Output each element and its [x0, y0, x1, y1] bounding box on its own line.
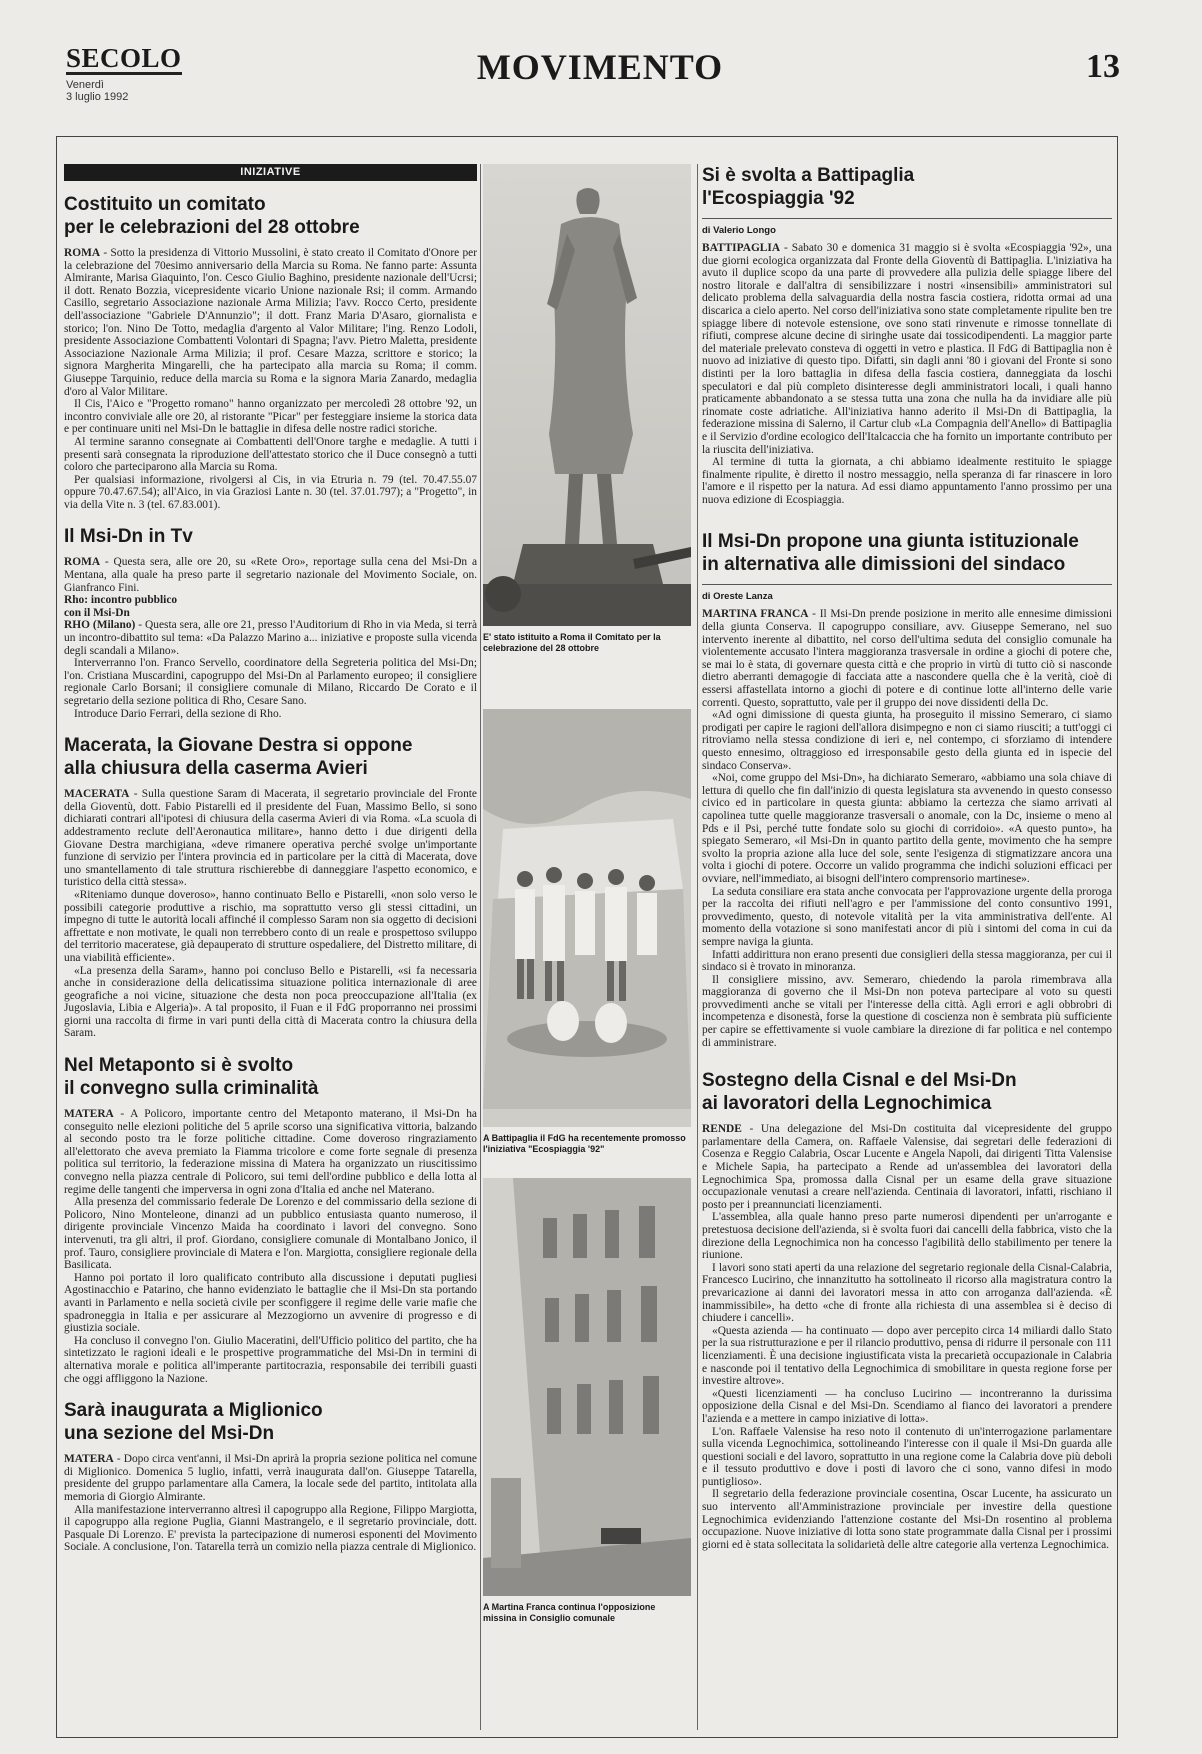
paragraph: Alla presenza del commissario federale De Lorenzo e del commissario della sezione di Policoro, Nino Monteleone, dinanzi ad un pubblico entusiasta quanto numeroso, il dirigente provinciale Vincenzo Maida ha coordinato i lavori del convegno. Sono intervenuti, tra gli altri, il prof. Giordano, consigliere comunale di Montalbano Jonico, il prof. Tauro, consigliere provinciale di Matera e l'on. Margiotta, consigliere regionale della Basilicata. — [64, 1196, 477, 1272]
paragraph: MATERA - Dopo circa vent'anni, il Msi-Dn aprirà la propria sezione politica nel comune di Miglionico. Domenica 5 luglio, infatti, verrà inaugurata dall'on. Giuseppe Tatarella, presidente del gruppo parlamentare alla Camera, la locale sede del partito, intitolata alla memoria di Giorgio Almirante. — [64, 1453, 477, 1503]
byline: di Valerio Longo — [702, 225, 776, 236]
article-body — [64, 556, 477, 720]
section-title: MOVIMENTO — [476, 47, 724, 87]
paragraph: «Questi licenziamenti — ha concluso Lucirino — incontreranno la durissima opposizione della Cisnal e del Msi-Dn. Scendiamo al fianco dei lavoratori a prendere l'azienda e a mettere in campo iniziative di lotta». — [702, 1387, 1112, 1425]
article-legnochimica — [702, 1069, 1112, 1551]
paragraph: «Ad ogni dimissione di questa giunta, ha proseguito il missino Semeraro, ci siamo prodigati per capire le ragioni dell'allora disimpegno e non ci siamo riusciti; a tutt'oggi ci ritroviamo nella stessa condizione di ieri e, nel contempo, ci sforziamo di intendere questo ennesimo, oltraggioso ed irresponsabile gesto della giunta ed in ispecie del sindaco Conserva». — [702, 709, 1112, 772]
paragraph: Alla manifestazione interverranno altresì il capogruppo alla Regione, Filippo Margiotta, il capogruppo alla regione Puglia, Gianni Mastrangelo, e il segretario provinciale, dott. Pasquale Di Lorenzo. E' prevista la partecipazione di numerosi esponenti del Movimento Sociale. A conclusione, l'on. Tatarella terrà un comizio nella piazza centrale di Miglionico. — [64, 1503, 477, 1554]
article-headline: Il Msi-Dn propone una giunta istituzionale in alternativa alle dimissioni del sindaco — [702, 531, 1079, 576]
paragraph: RHO (Milano) - Questa sera, alle ore 21, presso l'Auditorium di Rho in via Meda, si terrà un incontro-dibattito sul tema: «Da Palazzo Marino a... iniziative e proposte sulla vicenda degli scandali a Milano». — [64, 619, 477, 657]
ecospiaggia-illustration — [483, 709, 691, 1127]
paragraph: MATERA - A Policoro, importante centro del Metaponto materano, il Msi-Dn ha conseguito nelle elezioni politiche del 5 aprile scorso una significativa vittoria, balzando al secondo posto tra le forze politiche cittadine. Come doveroso ringraziamento all'elettorato che aveva premiato la Fiamma tricolore e come forte segnale di presenza politica sul territorio, la federazione missina di Matera ha organizzato un riuscitissimo convegno nella piazza centrale di Policoro, sui temi dell'ordine pubblico e della lotta al regime delle tangenti che imperversa in ogni zona d'Italia ed anche nel Materano. — [64, 1108, 477, 1196]
issue-weekday: Venerdì — [66, 79, 104, 91]
photo-block — [483, 709, 691, 1154]
newspaper-logo: SECOLO — [66, 43, 182, 73]
paragraph: Introduce Dario Ferrari, della sezione di Rho. — [74, 707, 282, 720]
group-photo — [483, 709, 691, 1127]
photo-caption: A Battipaglia il FdG ha recentemente promosso l'iniziativa "Ecospiaggia '92" — [483, 1133, 686, 1154]
article-headline: Nel Metaponto si è svolto il convegno sulla criminalità — [64, 1055, 319, 1100]
statue-photo — [483, 164, 691, 626]
paragraph: «Riteniamo dunque doveroso», hanno continuato Bello e Pistarelli, «non solo verso le possibili categorie produttive a rischio, ma soprattutto verso gli stessi cittadini, un impegno di tutte le autorità locali affinché il complesso Saram non sia oggetto di decisioni affrettate e non motivate, le quali non terrebbero conto di un reale e prospettoso sviluppo del territorio maceratese, già depauperato di strutture ospedaliere, del Distretto militare, di una viabilità efficiente». — [64, 888, 477, 964]
building-photo — [483, 1178, 691, 1596]
paragraph: L'assemblea, alla quale hanno preso parte numerosi dipendenti per un'arrogante e pretestuosa decisione dell'azienda, si è svolta fuori dai cancelli della fabbrica, visto che la direzione della Legnochimica non ha concesso l'agibilità dello stabilimento per tenere la riunione. — [702, 1211, 1112, 1262]
article-body — [702, 242, 1112, 506]
article-metaponto — [64, 1054, 477, 1385]
paragraph: Il consigliere missino, avv. Semeraro, chiedendo la parola rimembrava alla maggioranza di governo che il Msi-Dn non poteva partecipare al voto su questi provvedimenti anche se vitali per l'interesse della città. Agli errori e agli obbrobri di incompetenza e disonestà, forse la questione di coscienza non è sembrata più sufficiente per capire se effettivamente si vuole cambiare la direzione di far politica e nel contempo di amministrare. — [702, 973, 1112, 1049]
paragraph: ROMA - Sotto la presidenza di Vittorio Mussolini, è stato creato il Comitato d'Onore per la celebrazione del 70esimo anniversario della Marcia su Roma. Ne fanno parte: Assunta Almirante, Marisa Giaquinto, l'on. Cesco Giulio Baghino, presidente nazionale dell'Ucrsi; il dott. Renato Bozzia, vicepresidente vicario Unione nazionale Rsi; il comm. Armando Casillo, segretario Associazione nazionale Arma Milizia; l'avv. Rocco Certo, presidente dell'associazione "Gabriele D'Annunzio"; il dott. Franz Maria D'Asaro, giornalista e storico; l'on. Nino De Totto, medaglia d'argento al Valor Militare; l'ing. Renzo Lodoli, presidente Associazione Combattenti Volontari di Spagna; l'avv. Pietro Maletta, presidente Associazione Nazionale Arma Milizia; il prof. Cesare Mazza, scrittore e storico; la signora Margherita Mingarelli, che ha partecipato alla marcia su Roma; il comm. Giuseppe Tarquinio, reduce della marcia su Roma e la signora Maria Zanardo, medaglia d'oro al Valor Militare. — [64, 247, 477, 398]
paragraph: MARTINA FRANCA - Il Msi-Dn prende posizione in merito alle ennesime dimissioni della giunta Conserva. Il capogruppo consiliare, avv. Giuseppe Semerano, nel suo intervento inerente al dibattito, nel corso dell'ultima seduta del consiglio comunale ha violentemente accusato l'intera maggioranza trasversale in ordine a giochi di potere che, se mai lo è stata, di governare questa città e che proprio in virtù di tutto ciò si nasconde dietro aberranti demagogie di facciata atte a nascondere quella che è la verità, cioè di essersi affastellata intorno a giochi di potere e di continue lotte all'interno delle varie correnti. Questo, soprattutto, vale per il gruppo dei nove dissidenti della Dc. — [702, 608, 1112, 709]
paragraph: Ha concluso il convegno l'on. Giulio Maceratini, dell'Ufficio politico del partito, che ha sintetizzato le ragioni ideali e le prospettive programmatiche del Msi-Dn in termini di alternativa morale e politica all'imperante partitocrazia, responsabile dei terribili guasti che oggi affliggono la Nazione. — [64, 1334, 477, 1385]
paragraph: ROMA - Questa sera, alle ore 20, su «Rete Oro», reportage sulla cena del Msi-Dn a Mentana, alla quale ha preso parte il segretario nazionale del Movimento Sociale, on. Gianfranco Fini. — [64, 556, 477, 594]
issue-day: 3 luglio 1992 — [66, 91, 129, 103]
article-headline: Si è svolta a Battipaglia l'Ecospiaggia '92 — [702, 165, 915, 209]
article-body — [64, 1453, 477, 1554]
paragraph: RENDE - Una delegazione del Msi-Dn costituita dal vicepresidente del gruppo parlamentare della Camera, on. Raffaele Valensise, dai segretari delle federazioni di Cosenza e Reggio Calabria, Oscar Lucente e Angela Napoli, dai dirigenti Titta Valensise e Michele Sapia, ha partecipato a Rende ad un'assemblea dei lavoratori della Legnochimica Spa, promossa dalla Cisnal per un esame della grave situazione occupazionale venutasi a creare nell'azienda. Centinaia di lavoratori, infatti, rischiano il posto per i preannunciati licenziamenti. — [702, 1123, 1112, 1211]
paragraph: Al termine di tutta la giornata, a chi abbiamo idealmente restituito le spiagge finalmente ripulite, è diretto il nostro messaggio, nella speranza di far rinascere in loro l'amore e il rispetto per la natura. Ad essi diamo appuntamento l'anno prossimo per una nuova edizione di Ecospiaggia. — [702, 456, 1112, 506]
paragraph: Hanno poi portato il loro qualificato contributo alla discussione i deputati pugliesi Agostinacchio e Patarino, che hanno evidenziato le battaglie che il Msi-Dn sta portando avanti in Parlamento e nella società civile per sconfiggere il regime delle varie mafie che spadroneggia in Italia e per assicurare al Mezzogiorno un avvenire di progresso e di giustizia sociale. — [64, 1271, 477, 1335]
left-column — [64, 164, 477, 1734]
article-headline: Sostegno della Cisnal e del Msi-Dn ai lavoratori della Legnochimica — [702, 1070, 1017, 1115]
article-miglionico — [64, 1399, 477, 1554]
paragraph: Interverranno l'on. Franco Servello, coordinatore della Segreteria politica del Msi-Dn; l'on. Cristiana Muscardini, capogruppo del Msi-Dn al Parlamento europeo; il consigliere regionale Carlo Borsani; il consigliere comunale di Milano, Riccardo De Corato e il segretario della sezione politica di Rho, Cesare Sano. — [64, 657, 477, 707]
headline-rule — [702, 584, 1112, 585]
subheading: con il Msi-Dn — [64, 606, 130, 619]
headline-rule — [702, 218, 1112, 219]
article-headline: Macerata, la Giovane Destra si oppone alla chiusura della caserma Avieri — [64, 735, 413, 780]
photo-block — [483, 1178, 691, 1623]
article-comitato — [64, 193, 477, 511]
photo-column — [483, 164, 691, 1734]
photo-block — [483, 164, 691, 653]
paragraph: La seduta consiliare era stata anche convocata per l'approvazione urgente della proroga per la raccolta dei rifiuti nell'agro e per l'ammissione del conto consuntivo 1991, provvedimento, questo, di notevole vitalità per la vita amministrativa dell'ente. Al momento della votazione si sono manifestati ancor di più i sintomi del coma in cui da sempre naviga la giunta. — [702, 885, 1112, 948]
column-divider — [480, 164, 481, 1730]
paragraph: «La presenza della Saram», hanno poi concluso Bello e Pistarelli, «si fa necessaria anche in considerazione della delicatissima situazione politica internazionale di aree geografiche a noi vicine, situazione che desta non poca preoccupazione all'Italia (ex Jugoslavia, Libia e Algeria)». A tal proposito, il Fuan e il FdG proporranno nei prossimi giorni una raccolta di firme in vari punti della città di Macerata contro la chiusura della Saram. — [64, 964, 477, 1040]
right-column — [702, 164, 1112, 1734]
paragraph: «Noi, come gruppo del Msi-Dn», ha dichiarato Semeraro, «abbiamo una sola chiave di lettura di quello che fin dall'inizio di questa legislatura sta avvenendo in questo consesso civico ed in particolare in questa giunta: abbiamo la certezza che siamo arrivati al capolinea tutte quelle maggioranze trasversali o anomale, con la Dc, insieme o meno al Pds e il Psi, perché tutte fondate solo su giochi di corridoio». «A questo punto», ha spiegato Semeraro, «il Msi-Dn in quanto partito della gente, movimento che ha sempre svolto la propria azione alla luce del sole, sente l'esigenza di stigmatizzare ancora una volta i giochi di potere. Occorre un valido programma che indichi soluzioni efficaci per ovviare, nell'immediato, ai bisogni dell'intero comprensorio martinese». — [702, 772, 1112, 885]
masthead-brand — [66, 43, 182, 103]
article-body — [64, 788, 477, 1040]
column-divider — [697, 164, 698, 1730]
paragraph: BATTIPAGLIA - Sabato 30 e domenica 31 maggio si è svolta «Ecospiaggia '92», una due giorni ecologica organizzata dal Fronte della Gioventù di Battipaglia. L'iniziativa ha avuto il duplice scopo da una parte di provvedere alla pulizia delle spiagge libere del nostro litorale e dall'altra di sensibilizzare i nostri «insensibili» amministratori sul delicato problema della salvaguardia della nostra fascia costiera, ridotta ormai ad una discarica a cielo aperto. Nel corso dell'iniziativa sono state completamente ripulite ben tre spiagge libere di notevole estensione, ove sono stati rinvenute e rimosse tonnellate di rifiuti, comprese alcune decine di siringhe usate dai tossicodipendenti. La maggior parte del materiale prelevato consteva di oggetti in vetro e plastica. Il FdG di Battipaglia non è nuovo ad iniziative di questo tipo. Difatti, sin dagli anni '80 i giovani del Fronte si sono distinti per la loro battaglia in difesa della fascia costiera, danneggiata da loschi speculatori e dal più completo disinteresse degli amministratori locali, i quali hanno praticamente abbandonato a se stessa tutta una zona che nulla ha da invidiare alle più rinomate coste adriatiche. All'iniziativa hanno aderito il Msi-Dn di Battipaglia, la federazione missina di Salerno, il Cartur club «La Compagnia dell'Anello» di Battipaglia e il Servizio d'ordine ecologico dell'Italcaccia che ha fornito un importante contributo per la riuscita dell'iniziativa. — [702, 242, 1112, 456]
statue-illustration — [483, 164, 691, 626]
article-headline: Il Msi-Dn in Tv — [64, 526, 193, 548]
paragraph: L'on. Raffaele Valensise ha reso noto il contenuto di un'interrogazione parlamentare sulla vicenda Legnochimica, sottolineando l'interesse con il quale il Msi-Dn guarda alle questioni sociali e del lavoro, soprattutto in una regione come la Calabria dove più deboli e il tessuto produttivo e dove i posti di lavoro che ci sono, vanno difesi in modo puntiglioso». — [702, 1425, 1112, 1488]
article-martina-franca — [702, 530, 1112, 1049]
article-msi-tv — [64, 525, 477, 720]
paragraph: Il Cis, l'Aico e "Progetto romano" hanno organizzato per mercoledì 28 ottobre '92, un incontro conviviale alle ore 20, al ristorante "Picar" per festeggiare insieme la storica data e per continuare uniti nel Msi-Dn le battaglie in difesa delle nostre radici storiche. — [64, 398, 477, 436]
byline: di Oreste Lanza — [702, 591, 773, 603]
photo-caption: E' stato istituito a Roma il Comitato per la celebrazione del 28 ottobre — [483, 632, 661, 653]
photo-caption: A Martina Franca continua l'opposizione missina in Consiglio comunale — [483, 1602, 656, 1623]
article-body — [702, 1123, 1112, 1551]
issue-date — [66, 79, 176, 103]
article-body — [64, 1108, 477, 1385]
paragraph: Per qualsiasi informazione, rivolgersi al Cis, in via Etruria n. 79 (tel. 70.47.55.07 oppure 70.47.67.54); all'Aico, in via Graziosi Lante n. 30 (tel. 37.01.797); a "Progetto", in via della Vite n. 3 (tel. 67.83.001). — [64, 473, 477, 511]
article-headline: Sarà inaugurata a Miglionico una sezione del Msi-Dn — [64, 1400, 323, 1445]
paragraph: «Questa azienda — ha continuato — dopo aver percepito circa 14 miliardi dallo Stato per la sua ristrutturazione e per il rilancio produttivo, pensa di ridurre il personale con 111 licenziamenti. È una decisione ingiustificata vista la precarietà occupazionale in Calabria e nasconde poi il tentativo della Legnochimica di smobilitare in questa regione forse per investire altrove». — [702, 1324, 1112, 1388]
paragraph: MACERATA - Sulla questione Saram di Macerata, il segretario provinciale del Fronte della Gioventù, dott. Fabio Pistarelli ed il presidente del Fuan, Massimo Bello, si sono dichiarati contrari all'ipotesi di chiusura della caserma Avieri di via Roma. «La scuola di addestramento reclute dell'Aeronautica militare», hanno detto i due dirigenti della Giovane Destra marchigiana, «deve rimanere operativa perché svolge un'importante funzione di servizio per l'intera provincia ed in particolare per la città di Macerata, dove uno smantellamento di tale struttura rischierebbe di danneggiare l'aspetto economico, e turistico della città stessa». — [64, 788, 477, 889]
article-ecospiaggia — [702, 164, 1112, 506]
paragraph: Al termine saranno consegnate ai Combattenti dell'Onore targhe e medaglie. A tutti i presenti sarà consegnata la riproduzione dell'attestato storico che il Duce consegnò a tutti coloro che parteciparono alla Marcia su Roma. — [64, 435, 477, 474]
subheading: Rho: incontro pubblico — [64, 594, 178, 607]
section-kicker: INIZIATIVE — [64, 164, 477, 181]
paragraph: I lavori sono stati aperti da una relazione del segretario regionale della Cisnal-Calabria, Francesco Lucirino, che innanzitutto ha sottolineato il ricorso alla magistratura contro la prevaricazione ai danni dei lavoratori messa in atto con arroganza dall'azienda. «È inammissibile», ha detto «che di fronte alla richiesta di una assemblea si è deciso di chiudere i cancelli». — [702, 1261, 1112, 1325]
article-headline: Costituito un comitato per le celebrazioni del 28 ottobre — [64, 194, 360, 238]
martina-franca-illustration — [483, 1178, 691, 1596]
page-number: 13 — [1086, 48, 1120, 85]
paragraph: Il segretario della federazione provinciale cosentina, Oscar Lucente, ha assicurato un suo intervento all'Amministrazione provinciale per investire della questione Legnochimica evidenziando l'attenzione costante del Msi-Dn rosentino al problema occupazione. Nuove iniziative di lotta sono state programmate dalla Cisnal per i prossimi giorni ed è stata sollecitata la solidarietà delle altre categorie alla vertenza Legnochimica. — [702, 1488, 1112, 1551]
article-body — [702, 608, 1112, 1049]
article-body — [64, 247, 477, 511]
article-macerata — [64, 734, 477, 1040]
paragraph: Infatti addirittura non erano presenti due consiglieri della stessa maggioranza, per cui il sindaco si è trovato in minoranza. — [702, 948, 1112, 974]
